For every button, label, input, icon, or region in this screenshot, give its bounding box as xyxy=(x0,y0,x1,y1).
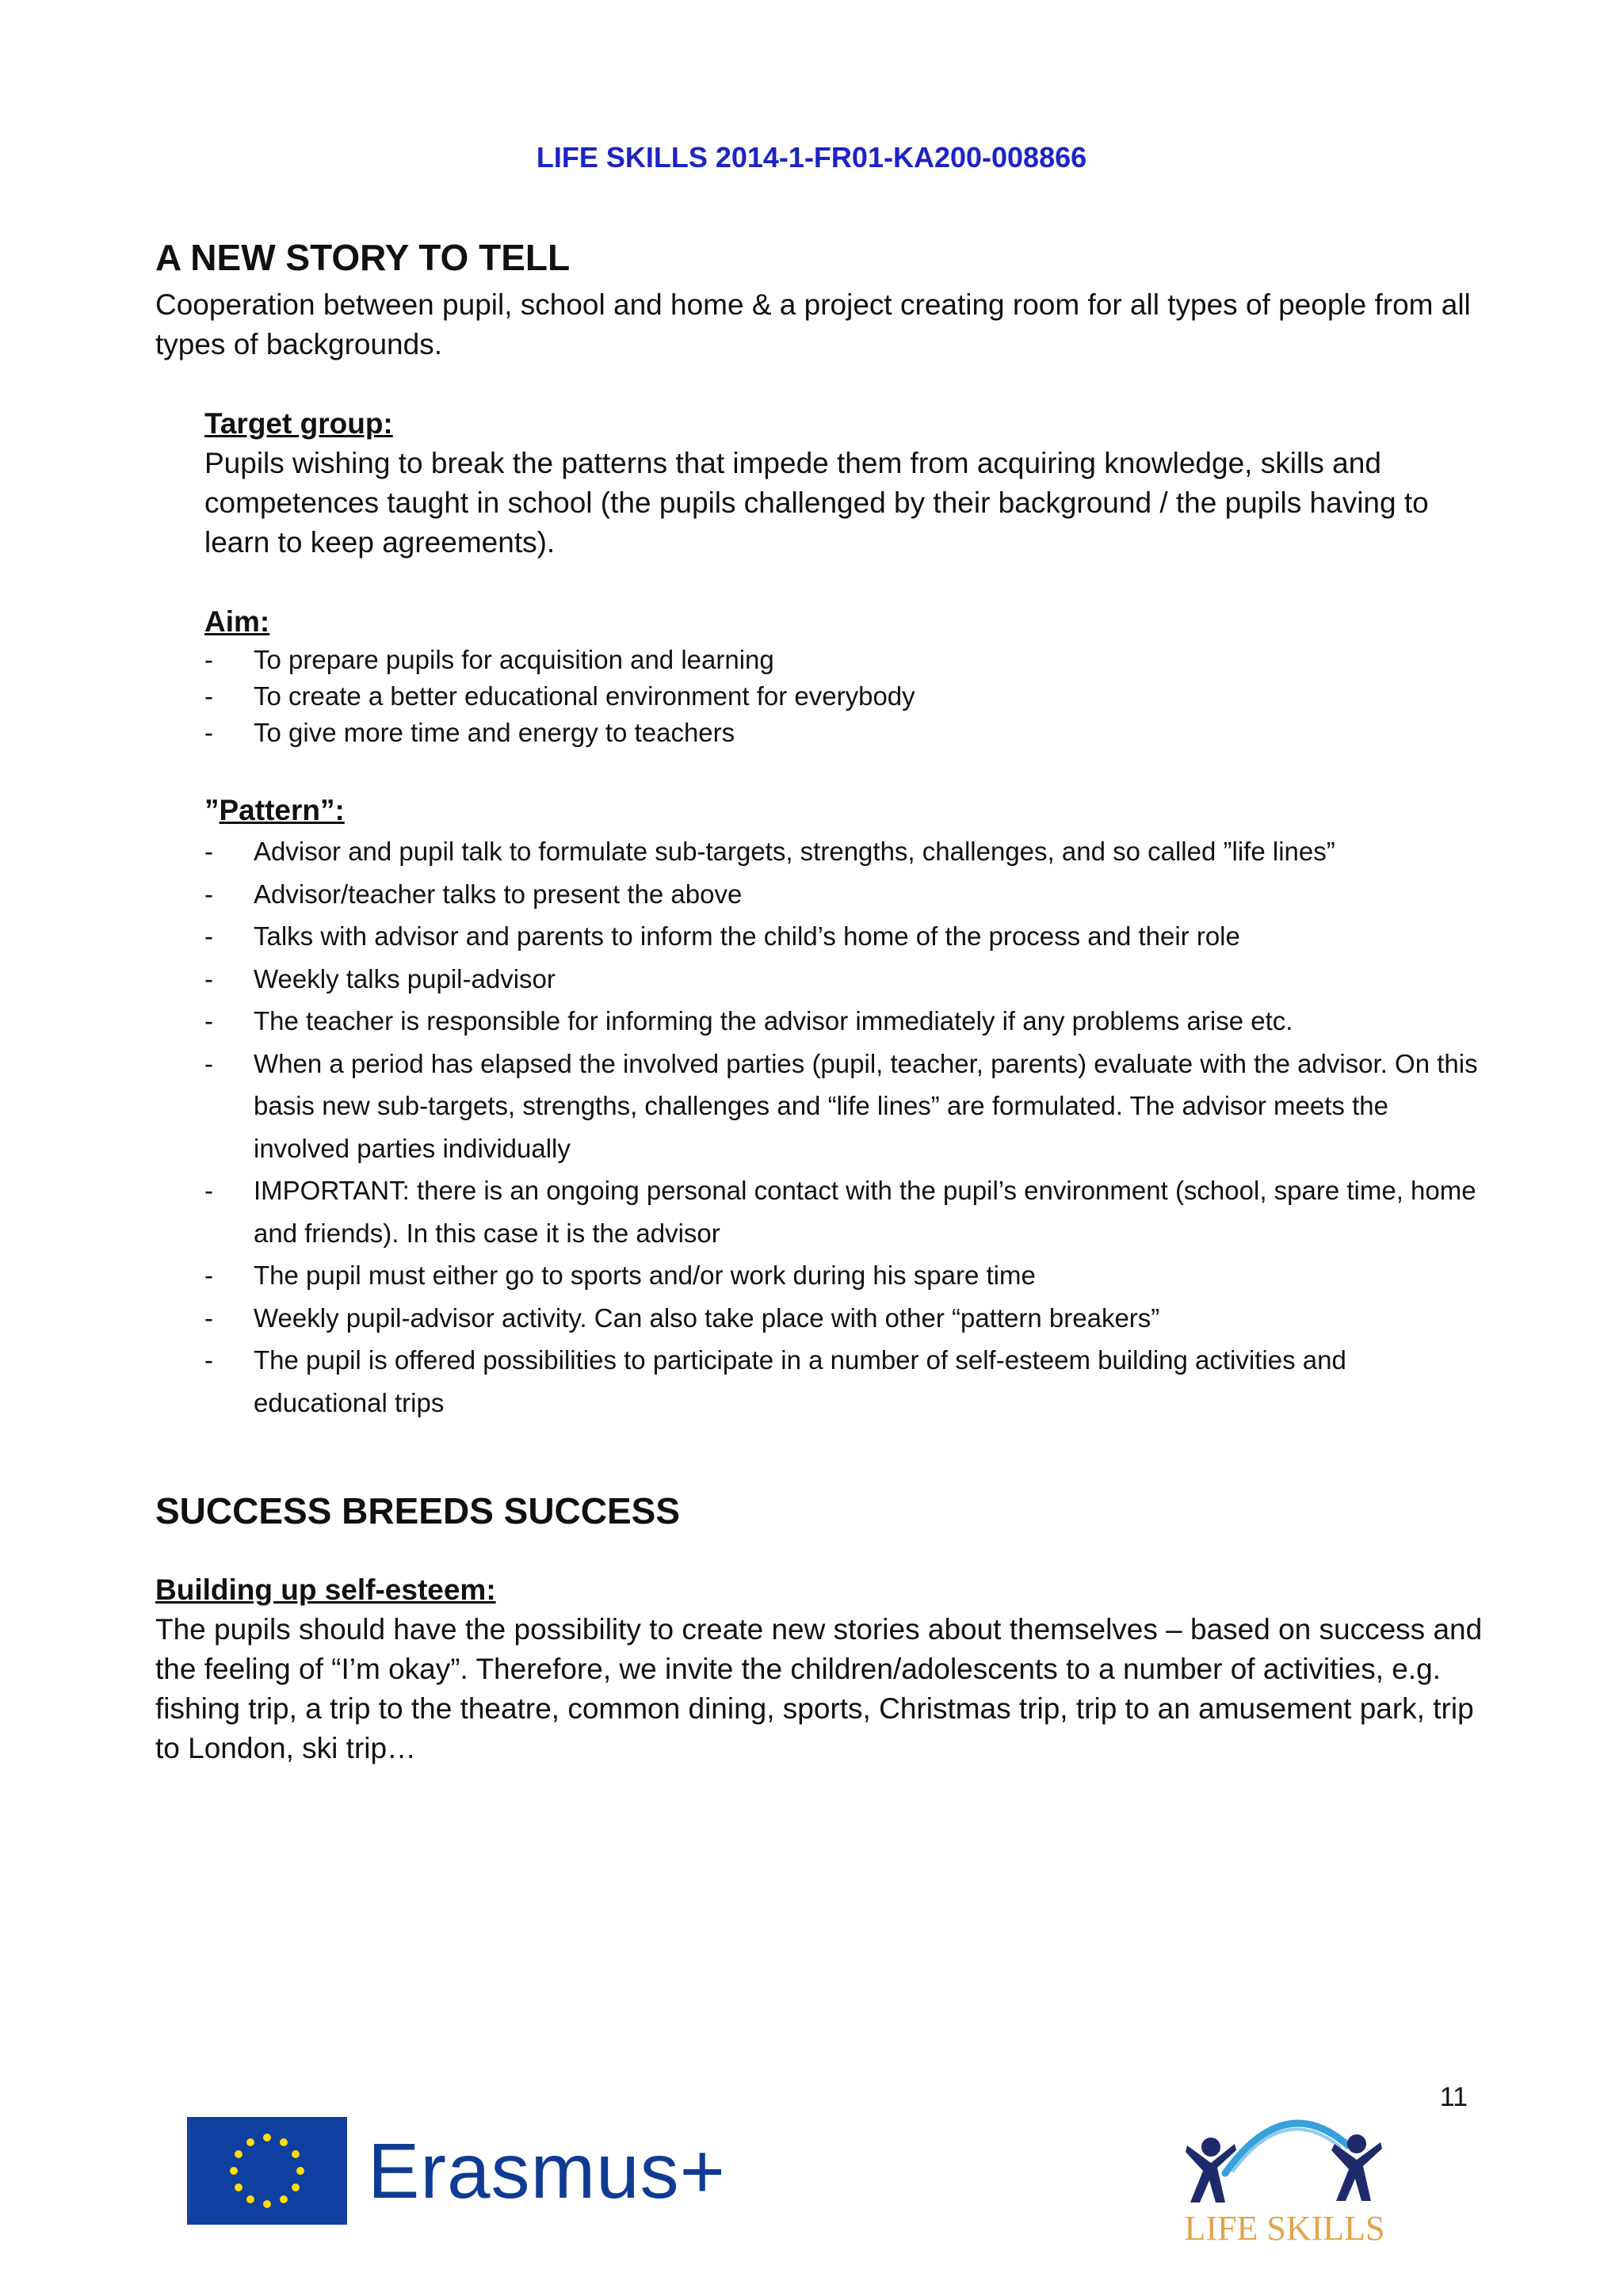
target-group-text: Pupils wishing to break the patterns that impede them from acquiring knowledge, skills and competences taught in school (the pupils challenged by their background / the pupils having to learn to keep agreements). xyxy=(204,447,1429,559)
list-item: - Weekly pupil-advisor activity. Can also take place with other “pattern breakers” xyxy=(204,1302,1160,1333)
life-skills-figures-icon xyxy=(1178,2098,1392,2209)
list-item: - The teacher is responsible for informing the advisor immediately if any problems arise etc. xyxy=(204,1006,1293,1035)
list-item: - To create a better educational environment for everybody xyxy=(204,681,915,711)
erasmus-wordmark: Erasmus+ xyxy=(368,2126,726,2214)
life-skills-logo xyxy=(1178,2098,1392,2248)
target-group-label: Target group: xyxy=(204,407,393,440)
section-title-new-story: A NEW STORY TO TELL xyxy=(155,237,571,278)
list-item: - Advisor and pupil talk to formulate sub-targets, strengths, challenges, and so called ”life lines” xyxy=(204,837,1335,866)
page-number: 11 xyxy=(1439,2082,1468,2112)
list-item: - The pupil must either go to sports and/or work during his spare time xyxy=(204,1261,1036,1290)
target-group-block xyxy=(204,404,1487,1424)
list-item: - To prepare pupils for acquisition and learning xyxy=(204,645,774,674)
list-item: - Talks with advisor and parents to inform the child’s home of the process and their role xyxy=(204,921,1240,951)
building-self-esteem-label: Building up self-esteem: xyxy=(155,1573,496,1606)
list-item: - IMPORTANT: there is an ongoing personal contact with the pupil’s environment (school, spare time, home and friends). In this case it is the advisor xyxy=(204,1176,1476,1248)
life-skills-wordmark: LIFE SKILLS xyxy=(1184,2209,1385,2248)
section-title-success: SUCCESS BREEDS SUCCESS xyxy=(155,1490,681,1531)
list-item: - Weekly talks pupil-advisor xyxy=(204,963,556,994)
aim-list xyxy=(204,642,1487,751)
eu-flag-icon xyxy=(187,2117,347,2225)
document-body xyxy=(155,230,1487,1768)
pattern-label: Pattern”: xyxy=(219,794,345,826)
list-item: - To give more time and energy to teachers xyxy=(204,718,735,747)
success-text: The pupils should have the possibility to create new stories about themselves – based on success and the feeling of “I’m okay”. Therefore, we invite the children/adolescents to a number of activities, e.g. fishing trip, a trip to the theatre, common dining, sports, Christmas trip, trip to an amusement park, trip to London, ski trip… xyxy=(155,1613,1483,1764)
pattern-list xyxy=(204,830,1487,1424)
erasmus-logo xyxy=(187,2115,726,2226)
pattern-label-line: ”Pattern”: xyxy=(204,794,345,826)
section-intro: Cooperation between pupil, school and home & a project creating room for all types of people from all types of backgrounds. xyxy=(155,288,1471,360)
list-item: - The pupil is offered possibilities to participate in a number of self-esteem building activities and educational trips xyxy=(204,1345,1346,1417)
list-item: - Advisor/teacher talks to present the above xyxy=(204,879,743,909)
project-code-header: LIFE SKILLS 2014-1-FR01-KA200-008866 xyxy=(536,141,1087,174)
aim-label: Aim: xyxy=(204,605,270,638)
list-item: - When a period has elapsed the involved parties (pupil, teacher, parents) evaluate with the advisor. On this basis new sub-targets, strengths, challenges and “life lines” are formulated. The advisor meets the involved parties individually xyxy=(204,1048,1478,1163)
